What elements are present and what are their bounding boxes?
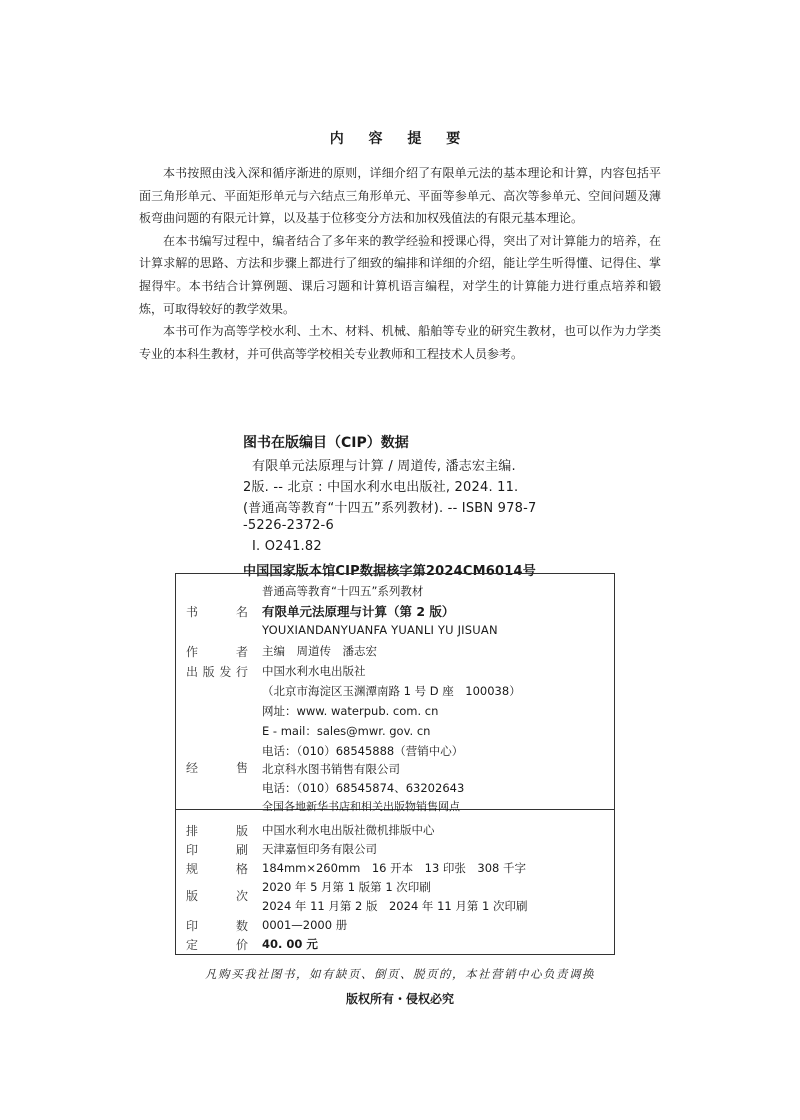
cip-verification-number: 中国国家版本馆CIP数据核字第2024CM6014号 <box>243 564 536 579</box>
cip-title: 图书在版编目（CIP）数据 <box>243 435 409 451</box>
summary-body <box>139 162 661 365</box>
copies-label: 印 数 <box>186 919 248 933</box>
distributor: 北京科水图书销售有限公司 <box>262 762 400 776</box>
printing-label: 印 刷 <box>186 843 248 857</box>
summary-title: 内 容 提 要 <box>329 131 471 147</box>
summary-paragraph: 在本书编写过程中，编者结合了多年来的教学经验和授课心得，突出了对计算能力的培养，在计算求解的思路、方法和步骤上都进行了细致的编排和详细的介绍，能让学生听得懂、记得住、掌握得牢。本书结合计算例题、课后习题和计算机语言编程，对学生的计算能力进行重点培养和锻炼，可取得较好的教学效果。 <box>139 233 661 316</box>
distributor-label: 经 售 <box>186 761 248 775</box>
cip-line: Ⅰ. O241.82 <box>252 539 322 554</box>
book-label: 书 名 <box>186 605 248 619</box>
book-pinyin: YOUXIANDANYUANFA YUANLI YU JISUAN <box>262 623 498 637</box>
publisher-website: 网址：www. waterpub. com. cn <box>262 704 439 718</box>
replacement-notice: 凡购买我社图书，如有缺页、倒页、脱页的，本社营销中心负责调换 <box>205 967 595 981</box>
series-name: 普通高等教育“十四五”系列教材 <box>262 584 424 598</box>
distributor-network: 全国各地新华书店和相关出版物销售网点 <box>262 800 460 813</box>
typesetting-label: 排 版 <box>186 824 248 838</box>
copies: 0001—2000 册 <box>262 918 348 932</box>
spec: 184mm×260mm 16 开本 13 印张 308 千字 <box>262 861 527 875</box>
edition-first: 2020 年 5 月第 1 版第 1 次印刷 <box>262 880 431 894</box>
cip-line: -5226-2372-6 <box>243 518 334 533</box>
spec-label: 规 格 <box>186 862 248 876</box>
publisher-label: 出 版 发 行 <box>186 665 248 679</box>
summary-paragraph: 本书可作为高等学校水利、土木、材料、机械、船舶等专业的研究生教材，也可以作为力学类专业的本科生教材，并可供高等学校相关专业教师和工程技术人员参考。 <box>139 324 661 361</box>
cip-line: 有限单元法原理与计算 / 周道传, 潘志宏主编. <box>252 459 516 474</box>
author: 主编 周道传 潘志宏 <box>262 644 377 658</box>
printing: 天津嘉恒印务有限公司 <box>262 842 377 856</box>
copyright-notice: 版权所有・侵权必究 <box>345 992 454 1006</box>
publisher: 中国水利水电出版社 <box>262 664 366 678</box>
book-title: 有限单元法原理与计算（第 2 版） <box>262 604 455 619</box>
distributor-phone: 电话：（010）68545874、63202643 <box>262 781 465 795</box>
typesetting: 中国水利水电出版社微机排版中心 <box>262 823 435 837</box>
cip-line: 2版. -- 北京 : 中国水利水电出版社, 2024. 11. <box>243 480 519 495</box>
publisher-address: （北京市海淀区玉渊潭南路 1 号 D 座 100038） <box>262 684 521 698</box>
summary-paragraph: 本书按照由浅入深和循序渐进的原则，详细介绍了有限单元法的基本理论和计算，内容包括平面三角形单元、平面矩形单元与六结点三角形单元、平面等参单元、高次等参单元、空间问题及薄板弯曲问题的有限元计算，以及基于位移变分方法和加权残值法的有限元基本理论。 <box>139 166 661 226</box>
price-label: 定 价 <box>186 938 248 952</box>
edition-label: 版 次 <box>186 889 248 903</box>
publisher-phone: 电话：（010）68545888（营销中心） <box>262 744 464 758</box>
price: 40. 00 元 <box>262 937 318 951</box>
imprint-table <box>175 573 615 955</box>
publisher-email: E - mail：sales@mwr. gov. cn <box>262 724 431 738</box>
cip-line: (普通高等教育“十四五”系列教材). -- ISBN 978-7 <box>243 501 537 516</box>
edition-current: 2024 年 11 月第 2 版 2024 年 11 月第 1 次印刷 <box>262 899 528 913</box>
author-label: 作 者 <box>186 645 248 659</box>
